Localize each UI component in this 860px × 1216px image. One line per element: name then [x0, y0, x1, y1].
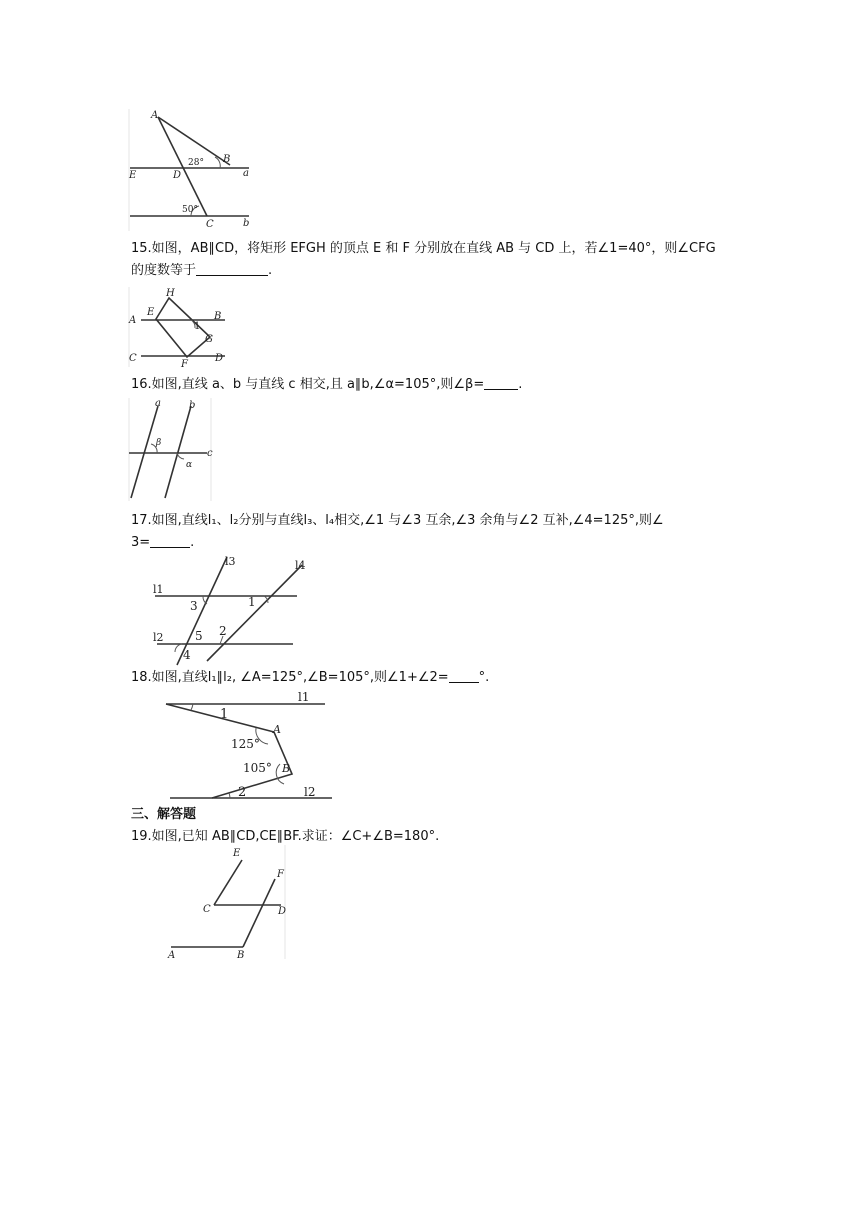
label-A: A	[168, 950, 176, 961]
label-l2: l2	[153, 631, 164, 644]
label-F: F	[181, 359, 188, 370]
angle-28: 28°	[188, 158, 204, 168]
label-D: D	[215, 353, 224, 364]
label-D: D	[278, 906, 287, 917]
label-A: A	[273, 723, 281, 736]
label-l3: l3	[225, 555, 236, 568]
line-b	[165, 406, 191, 498]
label-l4: l4	[295, 559, 306, 572]
label-2: 2	[219, 624, 227, 638]
label-H: H	[166, 288, 175, 299]
figure-q19-svg	[165, 843, 290, 963]
question-17-line2-suffix: .	[190, 535, 195, 550]
label-F: F	[277, 869, 284, 880]
figure-q16-svg	[125, 396, 220, 504]
label-1: 1	[248, 595, 256, 609]
question-18	[131, 667, 761, 689]
question-19: 19.如图,已知 AB∥CD,CE∥BF.求证：∠C+∠B=180°.	[131, 829, 440, 844]
segment-BF	[243, 879, 275, 947]
question-17-line2	[131, 532, 761, 554]
polyline-path	[166, 704, 292, 798]
label-D: D	[173, 170, 182, 181]
question-17-line2-prefix: 3=	[131, 535, 151, 550]
label-b: b	[243, 218, 250, 229]
label-4: 4	[183, 648, 191, 662]
figure-q19	[165, 843, 290, 963]
question-15-line2-suffix: .	[268, 263, 273, 278]
answer-blank-16[interactable]	[484, 376, 518, 390]
label-G: G	[205, 334, 213, 345]
label-C: C	[203, 904, 211, 915]
label-B: B	[214, 311, 222, 322]
label-E: E	[147, 307, 155, 318]
question-16	[131, 374, 761, 396]
label-a: a	[243, 168, 249, 179]
question-17-line1: 17.如图,直线l₁、l₂分别与直线l₃、l₄相交,∠1 与∠3 互余,∠3 余角与∠2 互补,∠4=125°,则∠	[131, 513, 664, 528]
label-c: c	[207, 448, 213, 459]
label-b: b	[189, 400, 196, 411]
label-l2: l2	[304, 785, 316, 799]
label-5: 5	[195, 629, 203, 643]
figure-q14	[125, 105, 265, 235]
figure-q15-svg	[125, 285, 235, 370]
label-1: 1	[194, 321, 201, 332]
question-16-suffix: .	[518, 377, 523, 392]
angle-125: 125°	[231, 737, 260, 751]
question-15-line2	[131, 260, 761, 282]
section-title: 三、解答题	[131, 807, 197, 822]
line-a	[131, 406, 158, 498]
question-15-line2-prefix: 的度数等于	[131, 263, 197, 278]
label-2: 2	[238, 785, 247, 800]
label-l1: l1	[153, 583, 164, 596]
question-18-text: 18.如图,直线l₁∥l₂, ∠A=125°,∠B=105°,则∠1+∠2=	[131, 670, 449, 685]
label-l1: l1	[298, 690, 310, 704]
figure-q18-svg	[158, 688, 338, 803]
label-E: E	[129, 170, 137, 181]
question-18-suffix: °.	[478, 670, 490, 685]
question-15-line1: 15.如图，AB∥CD，将矩形 EFGH 的顶点 E 和 F 分别放在直线 AB 与 CD 上，若∠1=40°，则∠CFG	[131, 241, 716, 256]
label-B: B	[223, 154, 231, 165]
label-3: 3	[190, 599, 198, 613]
figure-q18	[158, 688, 338, 803]
question-17	[131, 510, 761, 554]
label-B: B	[282, 762, 291, 775]
question-15	[131, 238, 761, 282]
label-C: C	[129, 353, 137, 364]
label-B: B	[237, 950, 245, 961]
figure-q14-svg	[125, 105, 265, 235]
line-l4	[207, 565, 302, 661]
figure-q17	[145, 553, 315, 669]
rectangle-EFGH	[156, 298, 210, 357]
label-alpha: α	[186, 460, 193, 470]
figure-q15	[125, 285, 235, 370]
angle-50: 50°	[182, 205, 198, 215]
question-16-text: 16.如图,直线 a、b 与直线 c 相交,且 a∥b,∠α=105°,则∠β=	[131, 377, 485, 392]
label-C: C	[206, 219, 214, 230]
answer-blank-17[interactable]	[150, 534, 190, 548]
label-E: E	[233, 848, 241, 859]
answer-blank-18[interactable]	[449, 669, 479, 683]
segment-CE	[214, 860, 242, 905]
answer-blank-15[interactable]	[196, 262, 268, 276]
figure-q17-svg	[145, 553, 315, 669]
label-beta: β	[156, 438, 162, 448]
label-A: A	[151, 110, 159, 121]
label-a: a	[155, 398, 161, 409]
label-A: A	[129, 315, 137, 326]
label-1: 1	[220, 707, 229, 722]
figure-q16	[125, 396, 220, 504]
angle-105: 105°	[243, 761, 272, 775]
